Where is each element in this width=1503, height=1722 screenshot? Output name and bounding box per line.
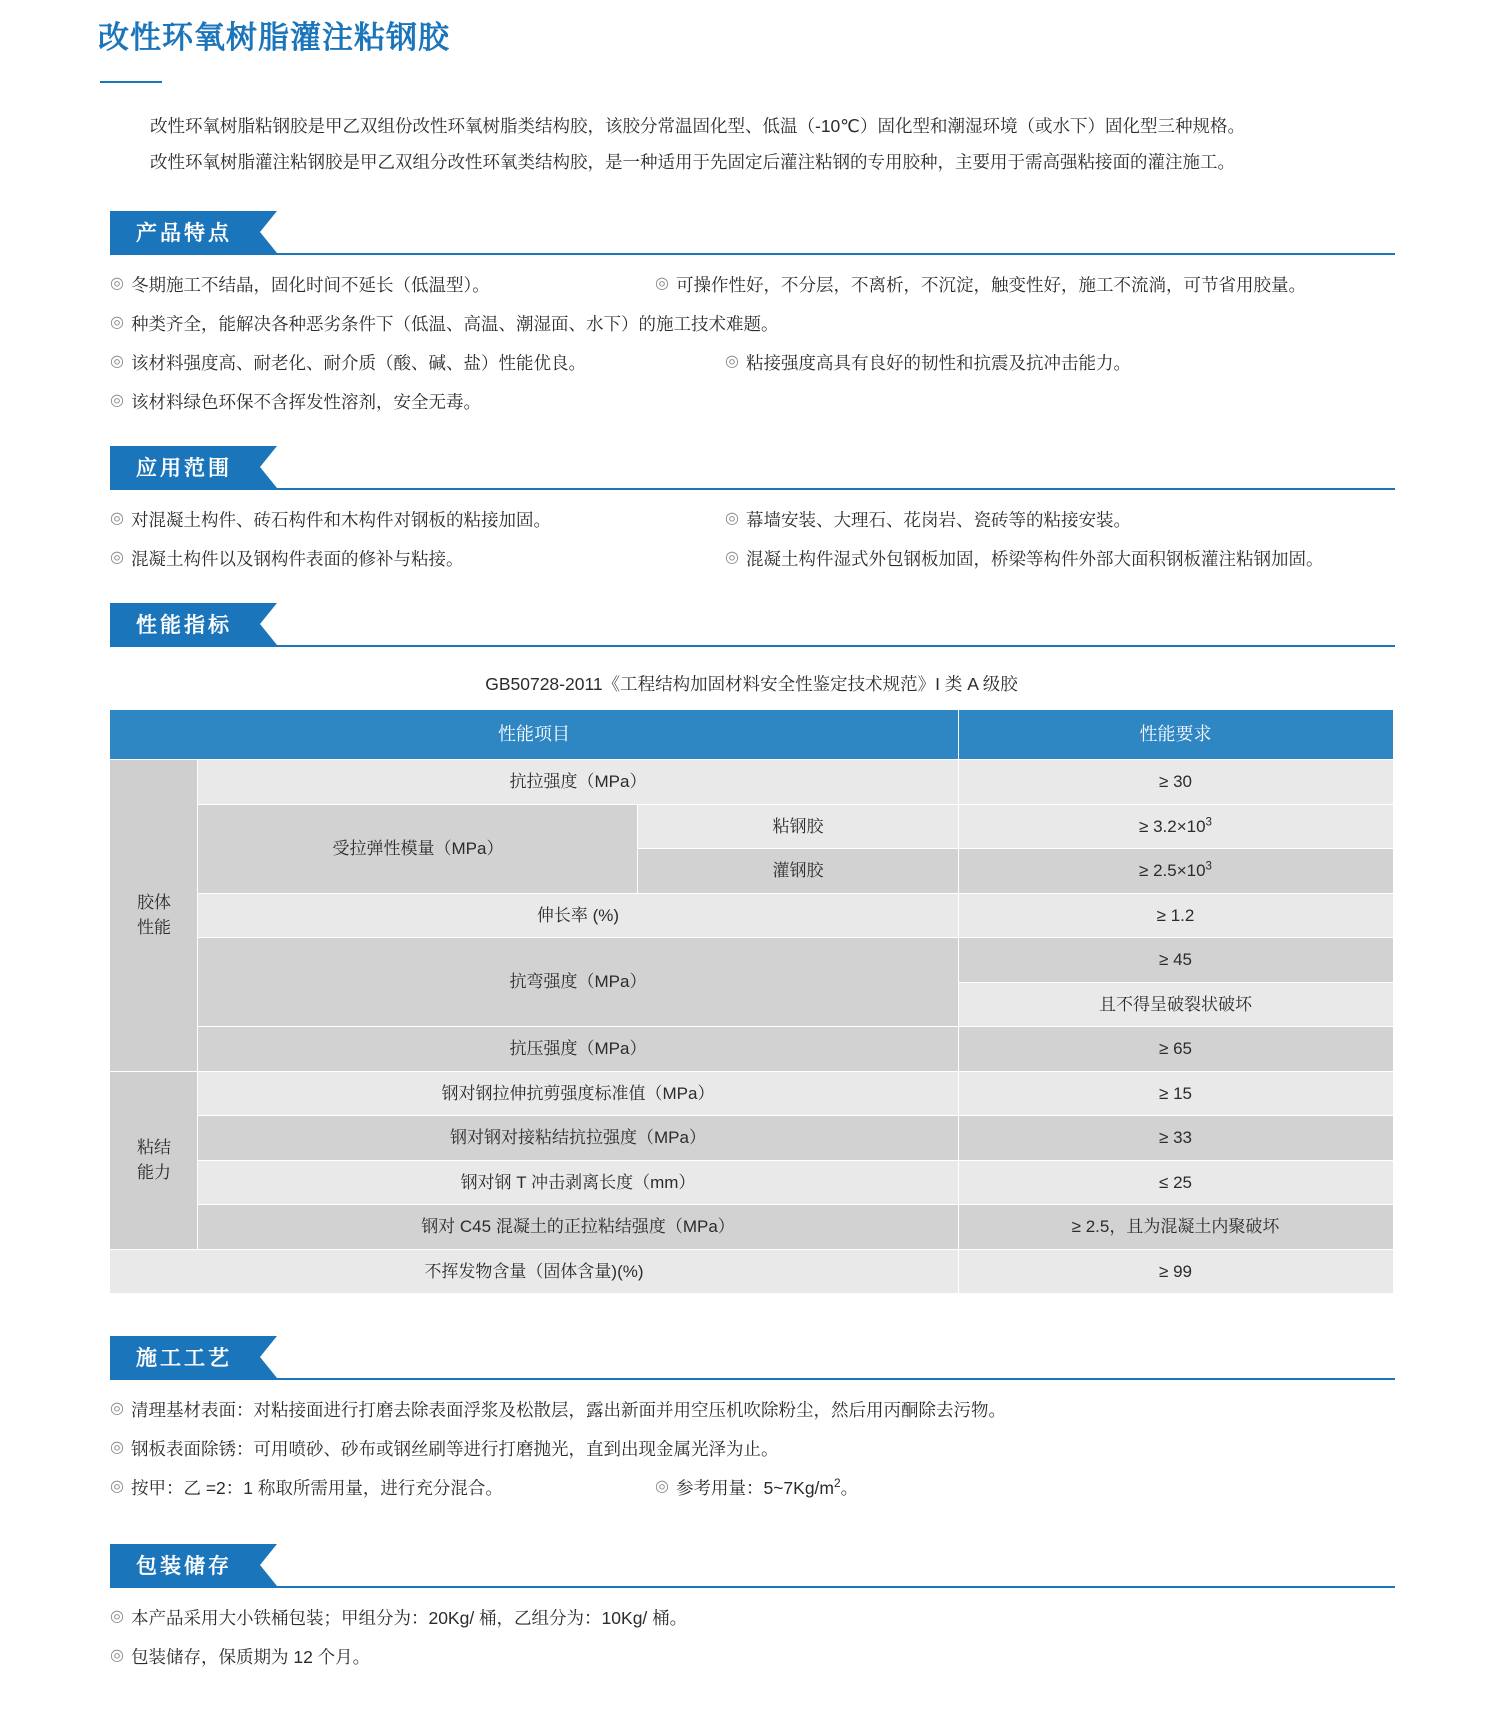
application-list: [110, 506, 1395, 573]
bullet-text: 对混凝土构件、砖石构件和木构件对钢板的粘接加固。: [130, 510, 551, 531]
list-item: [110, 1396, 1395, 1424]
req-exponent: 3: [1205, 815, 1212, 828]
table-row: [110, 804, 1393, 849]
row-group-label-adhesive: [110, 760, 198, 1072]
bullet-icon: ◎: [110, 1439, 124, 1457]
process-list: [110, 1396, 1395, 1502]
table-row: [110, 1249, 1393, 1294]
table-cell-subitem: 灌钢胶: [638, 849, 958, 894]
table-cell-requirement: ≥ 65: [958, 1027, 1393, 1072]
table-cell-item: 钢对钢对接粘结抗拉强度（MPa）: [198, 1116, 958, 1161]
row-group-label-line1: 胶体: [136, 892, 171, 912]
bullet-text: 按甲：乙 =2：1 称取所需用量，进行充分混合。: [130, 1478, 503, 1499]
req-exponent: 3: [1205, 860, 1212, 873]
list-item: [110, 1435, 1395, 1463]
row-group-label-line2: 性能: [136, 918, 171, 938]
reference-suffix: 。: [840, 1478, 859, 1499]
table-row: [110, 1160, 1393, 1205]
list-item: [110, 545, 1395, 573]
bullet-cell: [110, 349, 725, 377]
bullet-text: 可操作性好，不分层，不离析，不沉淀，触变性好，施工不流淌，可节省用胶量。: [675, 275, 1306, 296]
table-cell-item: 钢对钢 T 冲击剥离长度（mm）: [198, 1160, 958, 1205]
bullet-icon: ◎: [725, 353, 739, 371]
intro-paragraph-1: 改性环氧树脂粘钢胶是甲乙双组份改性环氧树脂类结构胶，该胶分常温固化型、低温（-10℃）固化型和潮湿环境（或水下）固化型三种规格。: [150, 116, 1245, 137]
intro-block: [150, 109, 1393, 181]
bullet-icon: ◎: [655, 1478, 669, 1496]
bullet-cell: [110, 545, 725, 573]
list-item: [110, 271, 1395, 299]
bullet-cell: [110, 388, 1395, 416]
table-row: [110, 893, 1393, 938]
bullet-text-reference: [676, 1474, 858, 1502]
bullet-text: 粘接强度高具有良好的韧性和抗震及抗冲击能力。: [745, 353, 1131, 374]
performance-table: [109, 709, 1393, 1294]
section-packaging: [0, 1544, 1503, 1671]
table-caption: GB50728-2011《工程结构加固材料安全性鉴定技术规范》I 类 A 级胶: [485, 674, 1018, 695]
bullet-cell: [110, 506, 725, 534]
bullet-icon: ◎: [110, 549, 124, 567]
table-cell-item: 不挥发物含量（固体含量)(%): [110, 1249, 958, 1294]
bullet-icon: ◎: [110, 392, 124, 410]
title-rule: [100, 81, 162, 83]
table-cell-item: 钢对钢拉伸抗剪强度标准值（MPa）: [198, 1071, 958, 1116]
table-cell-requirement: ≥ 15: [958, 1071, 1393, 1116]
req-value: ≥ 3.2×10: [1139, 816, 1206, 836]
table-cell-requirement: ≥ 2.5，且为混凝土内聚破坏: [958, 1205, 1393, 1250]
bullet-cell: [110, 1435, 1395, 1463]
table-row: [110, 1027, 1393, 1072]
table-cell-item: 抗压强度（MPa）: [198, 1027, 958, 1072]
row-group-label-line1: 粘结: [136, 1137, 171, 1157]
section-header-packaging: [110, 1544, 1395, 1588]
bullet-icon: ◎: [110, 1478, 124, 1496]
table-row: [110, 1071, 1393, 1116]
table-row: [110, 938, 1393, 983]
req-value: ≥ 2.5×10: [1139, 861, 1206, 881]
list-item: [110, 1474, 1395, 1502]
section-header-application: [110, 446, 1395, 490]
section-title-application: 应用范围: [110, 446, 260, 488]
section-header-features: [110, 211, 1395, 255]
bullet-text: 种类齐全，能解决各种恶劣条件下（低温、高温、潮湿面、水下）的施工技术难题。: [130, 314, 779, 335]
section-process: [0, 1336, 1503, 1502]
list-item: [110, 506, 1395, 534]
table-header-row: [110, 710, 1393, 760]
bullet-text: 该材料绿色环保不含挥发性溶剂，安全无毒。: [130, 392, 481, 413]
table-col-header-item: 性能项目: [110, 710, 958, 760]
packaging-list: [110, 1604, 1395, 1671]
page-bottom-spacer: [0, 1682, 1503, 1722]
bullet-icon: ◎: [110, 353, 124, 371]
table-row: [110, 760, 1393, 805]
table-row: [110, 1205, 1393, 1250]
bullet-icon: ◎: [655, 275, 669, 293]
bullet-text: 清理基材表面：对粘接面进行打磨去除表面浮浆及松散层，露出新面并用空压机吹除粉尘，然后用丙酮除去污物。: [130, 1400, 1006, 1421]
product-datasheet-page: [0, 16, 1503, 1722]
section-performance: [0, 603, 1503, 1294]
bullet-icon: ◎: [110, 314, 124, 332]
table-cell-requirement: ≤ 25: [958, 1160, 1393, 1205]
section-title-packaging: 包装储存: [110, 1544, 260, 1586]
bullet-icon: ◎: [110, 1400, 124, 1418]
reference-prefix: 参考用量：5~7Kg/m: [675, 1478, 834, 1499]
section-title-process: 施工工艺: [110, 1336, 260, 1378]
table-cell-item: 钢对 C45 混凝土的正拉粘结强度（MPa）: [198, 1205, 958, 1250]
table-cell-item: 抗弯强度（MPa）: [198, 938, 958, 1027]
table-cell-item: 伸长率 (%): [198, 893, 958, 938]
list-item: [110, 349, 1395, 377]
row-group-label-line2: 能力: [136, 1163, 171, 1183]
section-application: [0, 446, 1503, 573]
bullet-icon: ◎: [110, 1647, 124, 1665]
table-cell-requirement: ≥ 1.2: [958, 893, 1393, 938]
bullet-text: 冬期施工不结晶，固化时间不延长（低温型）。: [130, 275, 490, 296]
bullet-icon: ◎: [110, 510, 124, 528]
reference-exponent: 2: [834, 1476, 841, 1491]
bullet-text: 该材料强度高、耐老化、耐介质（酸、碱、盐）性能优良。: [130, 353, 586, 374]
bullet-cell: [110, 1396, 1395, 1424]
bullet-icon: ◎: [110, 275, 124, 293]
section-features: [0, 211, 1503, 416]
bullet-icon: ◎: [725, 510, 739, 528]
list-item: [110, 310, 1395, 338]
section-header-performance: [110, 603, 1395, 647]
table-cell-requirement: ≥ 99: [958, 1249, 1393, 1294]
table-cell-item: 受拉弹性模量（MPa）: [198, 804, 638, 893]
bullet-text: 本产品采用大小铁桶包装；甲组分为：20Kg/ 桶，乙组分为：10Kg/ 桶。: [130, 1608, 688, 1629]
row-group-label-bonding: [110, 1071, 198, 1249]
table-cell-requirement: 且不得呈破裂状破坏: [958, 982, 1393, 1027]
table-cell-requirement: [958, 849, 1393, 894]
table-cell-requirement: ≥ 30: [958, 760, 1393, 805]
bullet-cell: [655, 1474, 1395, 1502]
bullet-cell: [110, 1604, 1395, 1632]
bullet-text: 幕墙安装、大理石、花岗岩、瓷砖等的粘接安装。: [745, 510, 1131, 531]
bullet-cell: [655, 271, 1395, 299]
bullet-cell: [725, 349, 1395, 377]
bullet-icon: ◎: [110, 1608, 124, 1626]
features-list: [110, 271, 1395, 416]
bullet-icon: ◎: [725, 549, 739, 567]
list-item: [110, 388, 1395, 416]
table-cell-requirement: [958, 804, 1393, 849]
page-title: 改性环氧树脂灌注粘钢胶: [98, 20, 450, 55]
bullet-text: 包装储存，保质期为 12 个月。: [130, 1647, 371, 1668]
bullet-cell: [110, 1643, 1395, 1671]
bullet-cell: [110, 271, 655, 299]
section-title-performance: 性能指标: [110, 603, 260, 645]
bullet-text: 混凝土构件以及钢构件表面的修补与粘接。: [130, 549, 464, 570]
table-cell-requirement: ≥ 45: [958, 938, 1393, 983]
bullet-cell: [725, 545, 1395, 573]
bullet-text: 钢板表面除锈：可用喷砂、砂布或钢丝刷等进行打磨抛光，直到出现金属光泽为止。: [130, 1439, 779, 1460]
list-item: [110, 1643, 1395, 1671]
section-title-features: 产品特点: [110, 211, 260, 253]
table-cell-subitem: 粘钢胶: [638, 804, 958, 849]
section-header-process: [110, 1336, 1395, 1380]
table-cell-requirement: ≥ 33: [958, 1116, 1393, 1161]
bullet-text: 混凝土构件湿式外包钢板加固，桥梁等构件外部大面积钢板灌注粘钢加固。: [745, 549, 1324, 570]
bullet-cell: [110, 1474, 655, 1502]
intro-paragraph-2: 改性环氧树脂灌注粘钢胶是甲乙双组分改性环氧类结构胶，是一种适用于先固定后灌注粘钢的专用胶种，主要用于需高强粘接面的灌注施工。: [150, 152, 1235, 173]
bullet-cell: [110, 310, 1395, 338]
bullet-cell: [725, 506, 1395, 534]
table-col-header-requirement: 性能要求: [958, 710, 1393, 760]
table-cell-item: 抗拉强度（MPa）: [198, 760, 958, 805]
table-row: [110, 1116, 1393, 1161]
list-item: [110, 1604, 1395, 1632]
